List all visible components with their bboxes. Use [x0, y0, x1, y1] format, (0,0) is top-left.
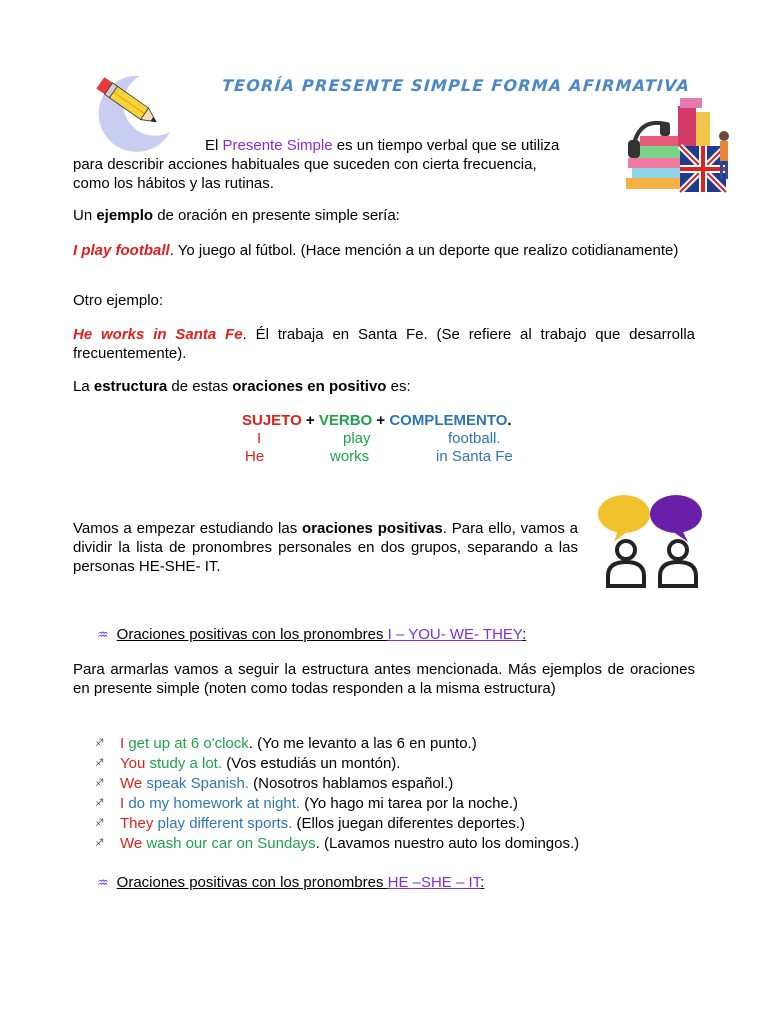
intro-text-rest: para describir acciones habituales que suceden con cierta frecuencia, como los hábitos y las rutinas. — [73, 156, 537, 192]
bullet-icon: ♐ — [95, 738, 104, 749]
list-item-translation: (Yo hago mi tarea por la noche.) — [300, 795, 519, 812]
list-item-subject: They — [120, 815, 154, 832]
list-item-predicate: play different sports. — [153, 815, 293, 832]
list-item-predicate: wash our car on Sundays — [142, 835, 316, 852]
list-item — [95, 814, 715, 834]
page-title: TEORÍA PRESENTE SIMPLE FORMA AFIRMATIVA — [221, 76, 691, 95]
example-intro: Un ejemplo de oración en presente simple sería: — [73, 207, 400, 224]
books-headphones-icon — [620, 96, 740, 198]
examples-list — [95, 734, 715, 854]
structure-formula: SUJETO + VERBO + COMPLEMENTO. — [242, 412, 512, 429]
list-item-predicate: speak Spanish. — [142, 775, 249, 792]
structure-intro: La estructura de estas oraciones en positivo es: — [73, 378, 411, 395]
list-item-subject: I — [120, 795, 125, 812]
list-item-subject: We — [120, 775, 143, 792]
list-item — [95, 734, 715, 754]
list-item-subject: I — [120, 735, 125, 752]
list-item-predicate: do my homework at night. — [124, 795, 301, 812]
list-item-translation: . (Lavamos nuestro auto los domingos.) — [315, 835, 580, 852]
presente-simple-highlight: Presente Simple — [222, 137, 333, 154]
other-example-label: Otro ejemplo: — [73, 292, 164, 309]
example-1: I play football. Yo juego al fútbol. (Hace mención a un deporte que realizo cotidianamente) — [73, 242, 679, 259]
list-item — [95, 754, 715, 774]
intro-paragraph: El Presente Simple es un tiempo verbal que se utiliza para describir acciones habituales que suceden con cierta frecuencia, como los hábitos y las rutinas. — [73, 137, 560, 192]
aquarius-icon: ♒ — [97, 627, 109, 642]
example-2-english: He works in Santa Fe — [73, 326, 243, 343]
list-item — [95, 774, 715, 794]
section-1-pronouns: I – YOU- WE- THEY — [387, 626, 523, 643]
list-item-translation: (Ellos juegan diferentes deportes.) — [292, 815, 525, 832]
list-item-predicate: get up at 6 o'clock — [124, 735, 249, 752]
list-item — [95, 834, 715, 854]
structure-row-2: He works in Santa Fe — [245, 448, 513, 465]
bullet-icon: ♐ — [95, 818, 104, 829]
section-1-paragraph: Para armarlas vamos a seguir la estructura antes mencionada. Más ejemplos de oraciones en presente simple (noten como todas responden a la misma estructura) — [73, 661, 695, 697]
groups-paragraph: Vamos a empezar estudiando las oraciones positivas. Para ello, vamos a dividir la lista de pronombres personales en dos grupos, separando a las personas HE-SHE- IT. — [73, 520, 579, 575]
bullet-icon: ♐ — [95, 758, 104, 769]
bullet-icon: ♐ — [95, 838, 104, 849]
section-1-header: ♒ Oraciones positivas con los pronombres I – YOU- WE- THEY: — [97, 626, 527, 643]
bullet-icon: ♐ — [95, 778, 104, 789]
list-item-translation: (Vos estudiás un montón). — [222, 755, 401, 772]
intro-text: es un tiempo verbal que se utiliza — [332, 137, 560, 154]
aquarius-icon: ♒ — [97, 875, 109, 890]
structure-row-1: I play football. — [257, 430, 501, 447]
example-2: He works in Santa Fe. Él trabaja en Santa Fe. (Se refiere al trabajo que desarrolla frecuentemente). — [73, 326, 695, 362]
list-item-translation: (Nosotros hablamos español.) — [248, 775, 454, 792]
section-2-pronouns: HE –SHE – IT — [387, 874, 481, 891]
section-2-header: ♒ Oraciones positivas con los pronombres HE –SHE – IT: — [97, 874, 485, 891]
bullet-icon: ♐ — [95, 798, 104, 809]
list-item-subject: You — [120, 755, 146, 772]
example-1-english: I play football — [73, 242, 170, 259]
list-item — [95, 794, 715, 814]
speech-bubbles-people-icon — [592, 492, 712, 588]
list-item-subject: We — [120, 835, 143, 852]
list-item-predicate: study a lot. — [145, 755, 223, 772]
list-item-translation: . (Yo me levanto a las 6 en punto.) — [248, 735, 477, 752]
